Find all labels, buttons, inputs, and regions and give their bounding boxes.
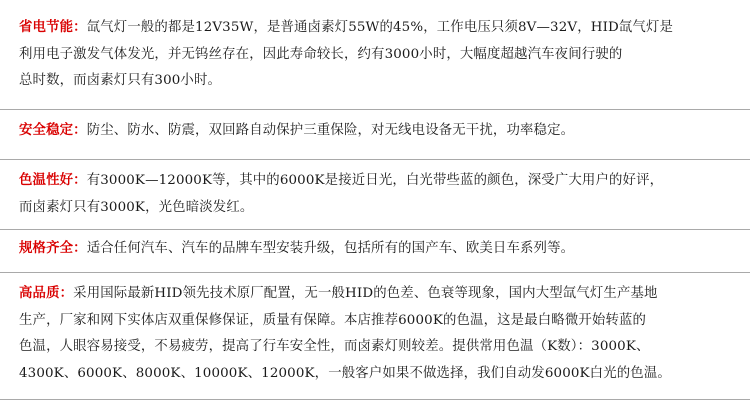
feature-label: 色温性好： xyxy=(19,172,87,188)
feature-text: 采用国际最新HID领先技术原厂配置，无一般HID的色差、色衰等现象，国内大型氙气灯生产基地 xyxy=(73,286,658,301)
feature-paragraph xyxy=(19,14,742,95)
feature-paragraph xyxy=(19,280,742,387)
feature-section-safety xyxy=(0,117,750,145)
feature-paragraph xyxy=(19,117,742,145)
paragraph-line xyxy=(19,235,742,263)
feature-text: 适合任何汽车、汽车的品牌车型安装升级，包括所有的国产车、欧美日车系列等。 xyxy=(86,241,575,256)
paragraph-line xyxy=(19,167,742,195)
section-divider xyxy=(0,159,750,160)
feature-section-energy-saving xyxy=(0,14,750,95)
paragraph-line xyxy=(19,280,742,308)
paragraph-line: 而卤素灯只有3000K，光色暗淡发红。 xyxy=(19,199,254,215)
section-divider xyxy=(0,272,750,273)
paragraph-line xyxy=(19,117,742,145)
feature-label: 安全稳定： xyxy=(19,122,87,138)
feature-section-color-temperature xyxy=(0,167,750,221)
feature-label: 省电节能： xyxy=(19,19,87,35)
section-divider xyxy=(0,109,750,110)
feature-section-quality xyxy=(0,280,750,387)
section-divider xyxy=(0,229,750,230)
feature-label: 高品质： xyxy=(19,285,74,301)
paragraph-line: 利用电子激发气体发光，并无钨丝存在，因此寿命较长，约有3000小时，大幅度超越汽车夜间行驶的 xyxy=(19,46,623,62)
feature-text: 氙气灯一般的都是12V35W，是普通卤素灯55W的45%，工作电压只须8V—32V，HID氙气灯是 xyxy=(86,20,674,35)
feature-text: 有3000K—12000K等，其中的6000K是接近日光，白光带些蓝的颜色，深受广大用户的好评， xyxy=(86,173,664,188)
paragraph-line: 总时数，而卤素灯只有300小时。 xyxy=(19,73,222,88)
paragraph-line xyxy=(19,14,742,42)
feature-text: 防尘、防水、防震，双回路自动保护三重保险，对无线电设备无干扰，功率稳定。 xyxy=(86,123,575,138)
feature-paragraph xyxy=(19,235,742,263)
feature-paragraph xyxy=(19,167,742,221)
feature-label: 规格齐全： xyxy=(19,240,87,256)
paragraph-line: 色温，人眼容易接受，不易疲劳，提高了行车安全性，而卤素灯则较差。提供常用色温（K数）：3000K、 xyxy=(19,339,650,354)
paragraph-line: 4300K、6000K、8000K、10000K、12000K，一般客户如果不做选择，我们自动发6000K白光的色温。 xyxy=(19,365,671,381)
paragraph-line: 生产，厂家和网下实体店双重保修保证，质量有保障。本店推荐6000K的色温，这是最白略微开始转蓝的 xyxy=(19,312,647,328)
feature-section-specifications xyxy=(0,235,750,263)
